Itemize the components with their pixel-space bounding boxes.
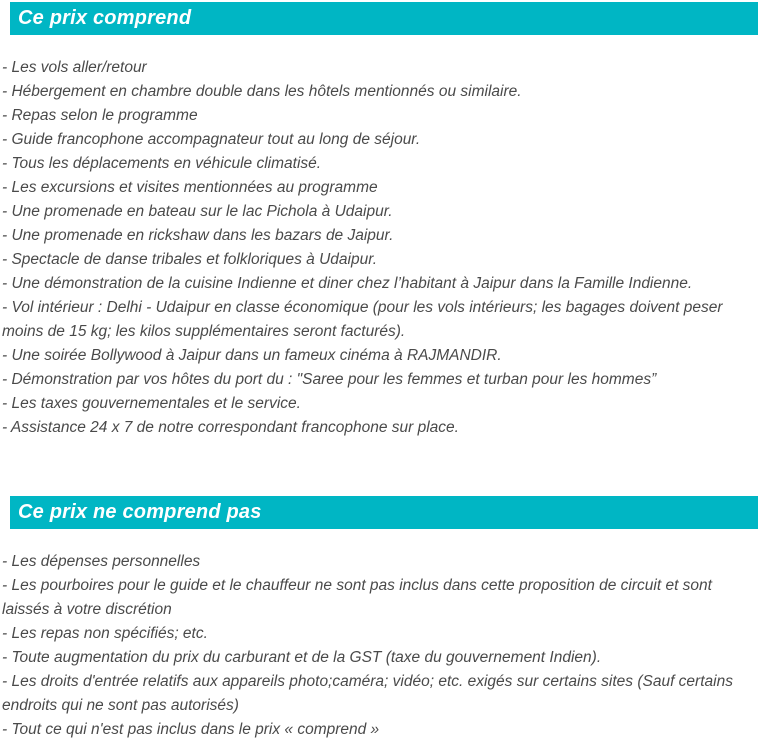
- price-includes-list: [2, 56, 756, 440]
- list-item: - Une promenade en bateau sur le lac Pichola à Udaipur.: [2, 203, 393, 220]
- list-item: - Les dépenses personnelles: [2, 553, 201, 570]
- section-header-price-excludes: [10, 496, 758, 529]
- section-header-price-includes: [10, 2, 758, 35]
- list-item: - Les vols aller/retour: [2, 59, 147, 76]
- list-item: - Les pourboires pour le guide et le chauffeur ne sont pas inclus dans cette proposition de circuit et sont laissés à votre discrétion: [2, 577, 712, 618]
- section-title: Ce prix comprend: [18, 7, 192, 29]
- list-item: - Spectacle de danse tribales et folkloriques à Udaipur.: [2, 251, 378, 268]
- list-item: - Guide francophone accompagnateur tout au long de séjour.: [2, 131, 421, 148]
- list-item: - Tous les déplacements en véhicule climatisé.: [2, 155, 322, 172]
- price-excludes-list: [2, 550, 756, 742]
- list-item: - Une soirée Bollywood à Jaipur dans un fameux cinéma à RAJMANDIR.: [2, 347, 502, 364]
- section-title: Ce prix ne comprend pas: [18, 501, 262, 523]
- list-item: - Hébergement en chambre double dans les hôtels mentionnés ou similaire.: [2, 83, 522, 100]
- list-item: - Les excursions et visites mentionnées au programme: [2, 179, 378, 196]
- list-item: - Assistance 24 x 7 de notre correspondant francophone sur place.: [2, 419, 459, 436]
- document-page: [0, 2, 758, 742]
- list-item: - Démonstration par vos hôtes du port du : "Saree pour les femmes et turban pour les hommes”: [2, 371, 657, 388]
- list-item: - Les droits d'entrée relatifs aux appareils photo;caméra; vidéo; etc. exigés sur certains sites (Sauf certains endroits qui ne sont pas autorisés): [2, 673, 733, 714]
- list-item: - Repas selon le programme: [2, 107, 198, 124]
- list-item: - Toute augmentation du prix du carburant et de la GST (taxe du gouvernement Indien).: [2, 649, 602, 666]
- list-item: - Les repas non spécifiés; etc.: [2, 625, 208, 642]
- list-item: - Une promenade en rickshaw dans les bazars de Jaipur.: [2, 227, 394, 244]
- list-item: - Tout ce qui n'est pas inclus dans le prix « comprend »: [2, 721, 380, 738]
- list-item: - Une démonstration de la cuisine Indienne et diner chez l’habitant à Jaipur dans la Famille Indienne.: [2, 275, 693, 292]
- list-item: - Vol intérieur : Delhi - Udaipur en classe économique (pour les vols intérieurs; les bagages doivent peser moins de 15 kg; les kilos supplémentaires seront facturés).: [2, 299, 723, 340]
- list-item: - Les taxes gouvernementales et le service.: [2, 395, 301, 412]
